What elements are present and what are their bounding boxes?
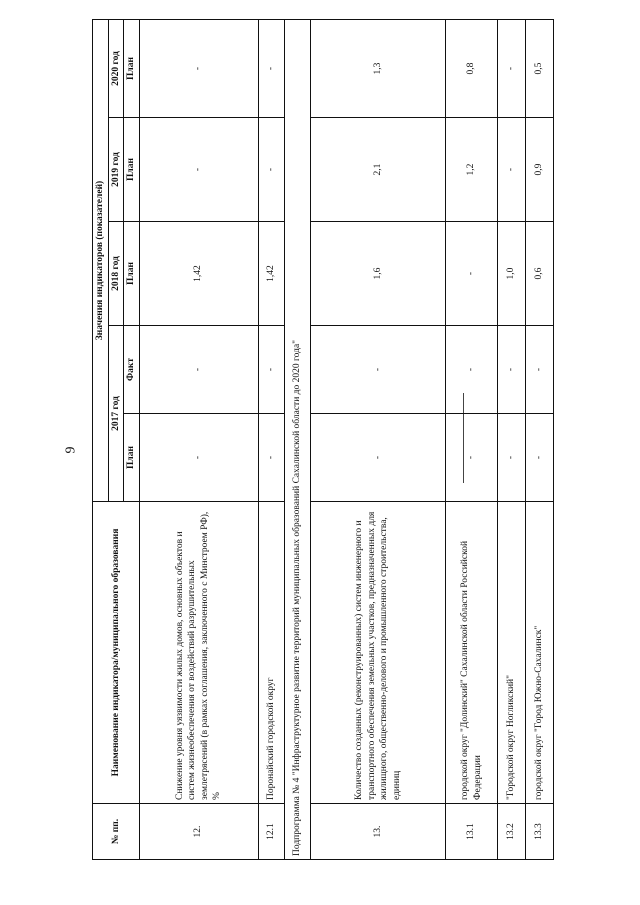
header-year-2020: 2020 год	[108, 20, 124, 118]
table-row	[497, 20, 525, 860]
value-fact-2017: -	[310, 326, 446, 414]
header-plan-2018: План	[124, 222, 140, 326]
value-plan-2017: -	[310, 414, 446, 502]
value-plan-2019: 1,2	[446, 118, 497, 222]
value-plan-2020: -	[258, 20, 284, 118]
value-plan-2019: 0,9	[525, 118, 553, 222]
row-name: "Городской округ Ногликский"	[497, 502, 525, 804]
table-row	[258, 20, 284, 860]
header-year-2017: 2017 год	[108, 326, 124, 502]
value-fact-2017: -	[446, 326, 497, 414]
value-plan-2018: 1,42	[139, 222, 258, 326]
header-plan-2017: План	[124, 414, 140, 502]
value-plan-2017: -	[497, 414, 525, 502]
header-name: Наименование индикатора/муниципального образования	[93, 502, 140, 804]
value-plan-2017: -	[139, 414, 258, 502]
indicators-table	[92, 19, 554, 860]
value-fact-2017: -	[258, 326, 284, 414]
value-fact-2017: -	[525, 326, 553, 414]
value-plan-2019: -	[139, 118, 258, 222]
value-plan-2019: -	[258, 118, 284, 222]
subprogram-row	[285, 20, 311, 860]
row-num: 13.1	[446, 804, 497, 860]
header-plan-2019: План	[124, 118, 140, 222]
row-num: 13.	[310, 804, 446, 860]
header-plan-2020: План	[124, 20, 140, 118]
table-row	[446, 20, 497, 860]
row-name: Снижение уровня уязвимости жилых домов, основных объектов и систем жизнеобеспечения от воздействий разрушительных землетрясений (в рамках соглашения, заключенного с Минстроем РФ), %	[139, 502, 258, 804]
row-name: Поронайский городской округ	[258, 502, 284, 804]
row-name: городской округ "Город Южно-Сахалинск"	[525, 502, 553, 804]
value-plan-2020: 0,8	[446, 20, 497, 118]
value-plan-2017: -	[258, 414, 284, 502]
value-plan-2017: -	[525, 414, 553, 502]
page-number: 9	[63, 446, 79, 454]
row-num: 12.	[139, 804, 258, 860]
value-plan-2018: 1,0	[497, 222, 525, 326]
value-plan-2020: -	[497, 20, 525, 118]
subprogram-heading: Подпрограмма № 4 "Инфраструктурное развитие территорий муниципальных образований Сахалинской области до 2020 года"	[285, 20, 311, 860]
header-num: № пп.	[93, 804, 140, 860]
table-row	[139, 20, 258, 860]
row-name: городской округ "Долинский" Сахалинской области Российской Федерации	[446, 502, 497, 804]
row-num: 13.2	[497, 804, 525, 860]
value-plan-2020: -	[139, 20, 258, 118]
header-values-group: Значения индикаторов (показателей)	[93, 20, 109, 502]
value-plan-2018: -	[446, 222, 497, 326]
header-fact-2017: Факт	[124, 326, 140, 414]
value-plan-2019: 2,1	[310, 118, 446, 222]
row-name: Количество созданных (реконструированных) систем инженерного и транспортного обеспечения земельных участков, предназначенных для жилищного, общественно-делового и промышленного строительства, единиц	[310, 502, 446, 804]
table-row	[310, 20, 446, 860]
header-year-2019: 2019 год	[108, 118, 124, 222]
value-plan-2018: 0,6	[525, 222, 553, 326]
row-num: 12.1	[258, 804, 284, 860]
value-plan-2020: 0,5	[525, 20, 553, 118]
value-fact-2017: -	[139, 326, 258, 414]
value-fact-2017: -	[497, 326, 525, 414]
header-year-2018: 2018 год	[108, 222, 124, 326]
value-plan-2018: 1,42	[258, 222, 284, 326]
value-plan-2020: 1,3	[310, 20, 446, 118]
table-row	[525, 20, 553, 860]
value-plan-2018: 1,6	[310, 222, 446, 326]
value-plan-2017: -	[446, 414, 497, 502]
row-num: 13.3	[525, 804, 553, 860]
indicators-table-rotated	[92, 20, 554, 860]
value-plan-2019: -	[497, 118, 525, 222]
